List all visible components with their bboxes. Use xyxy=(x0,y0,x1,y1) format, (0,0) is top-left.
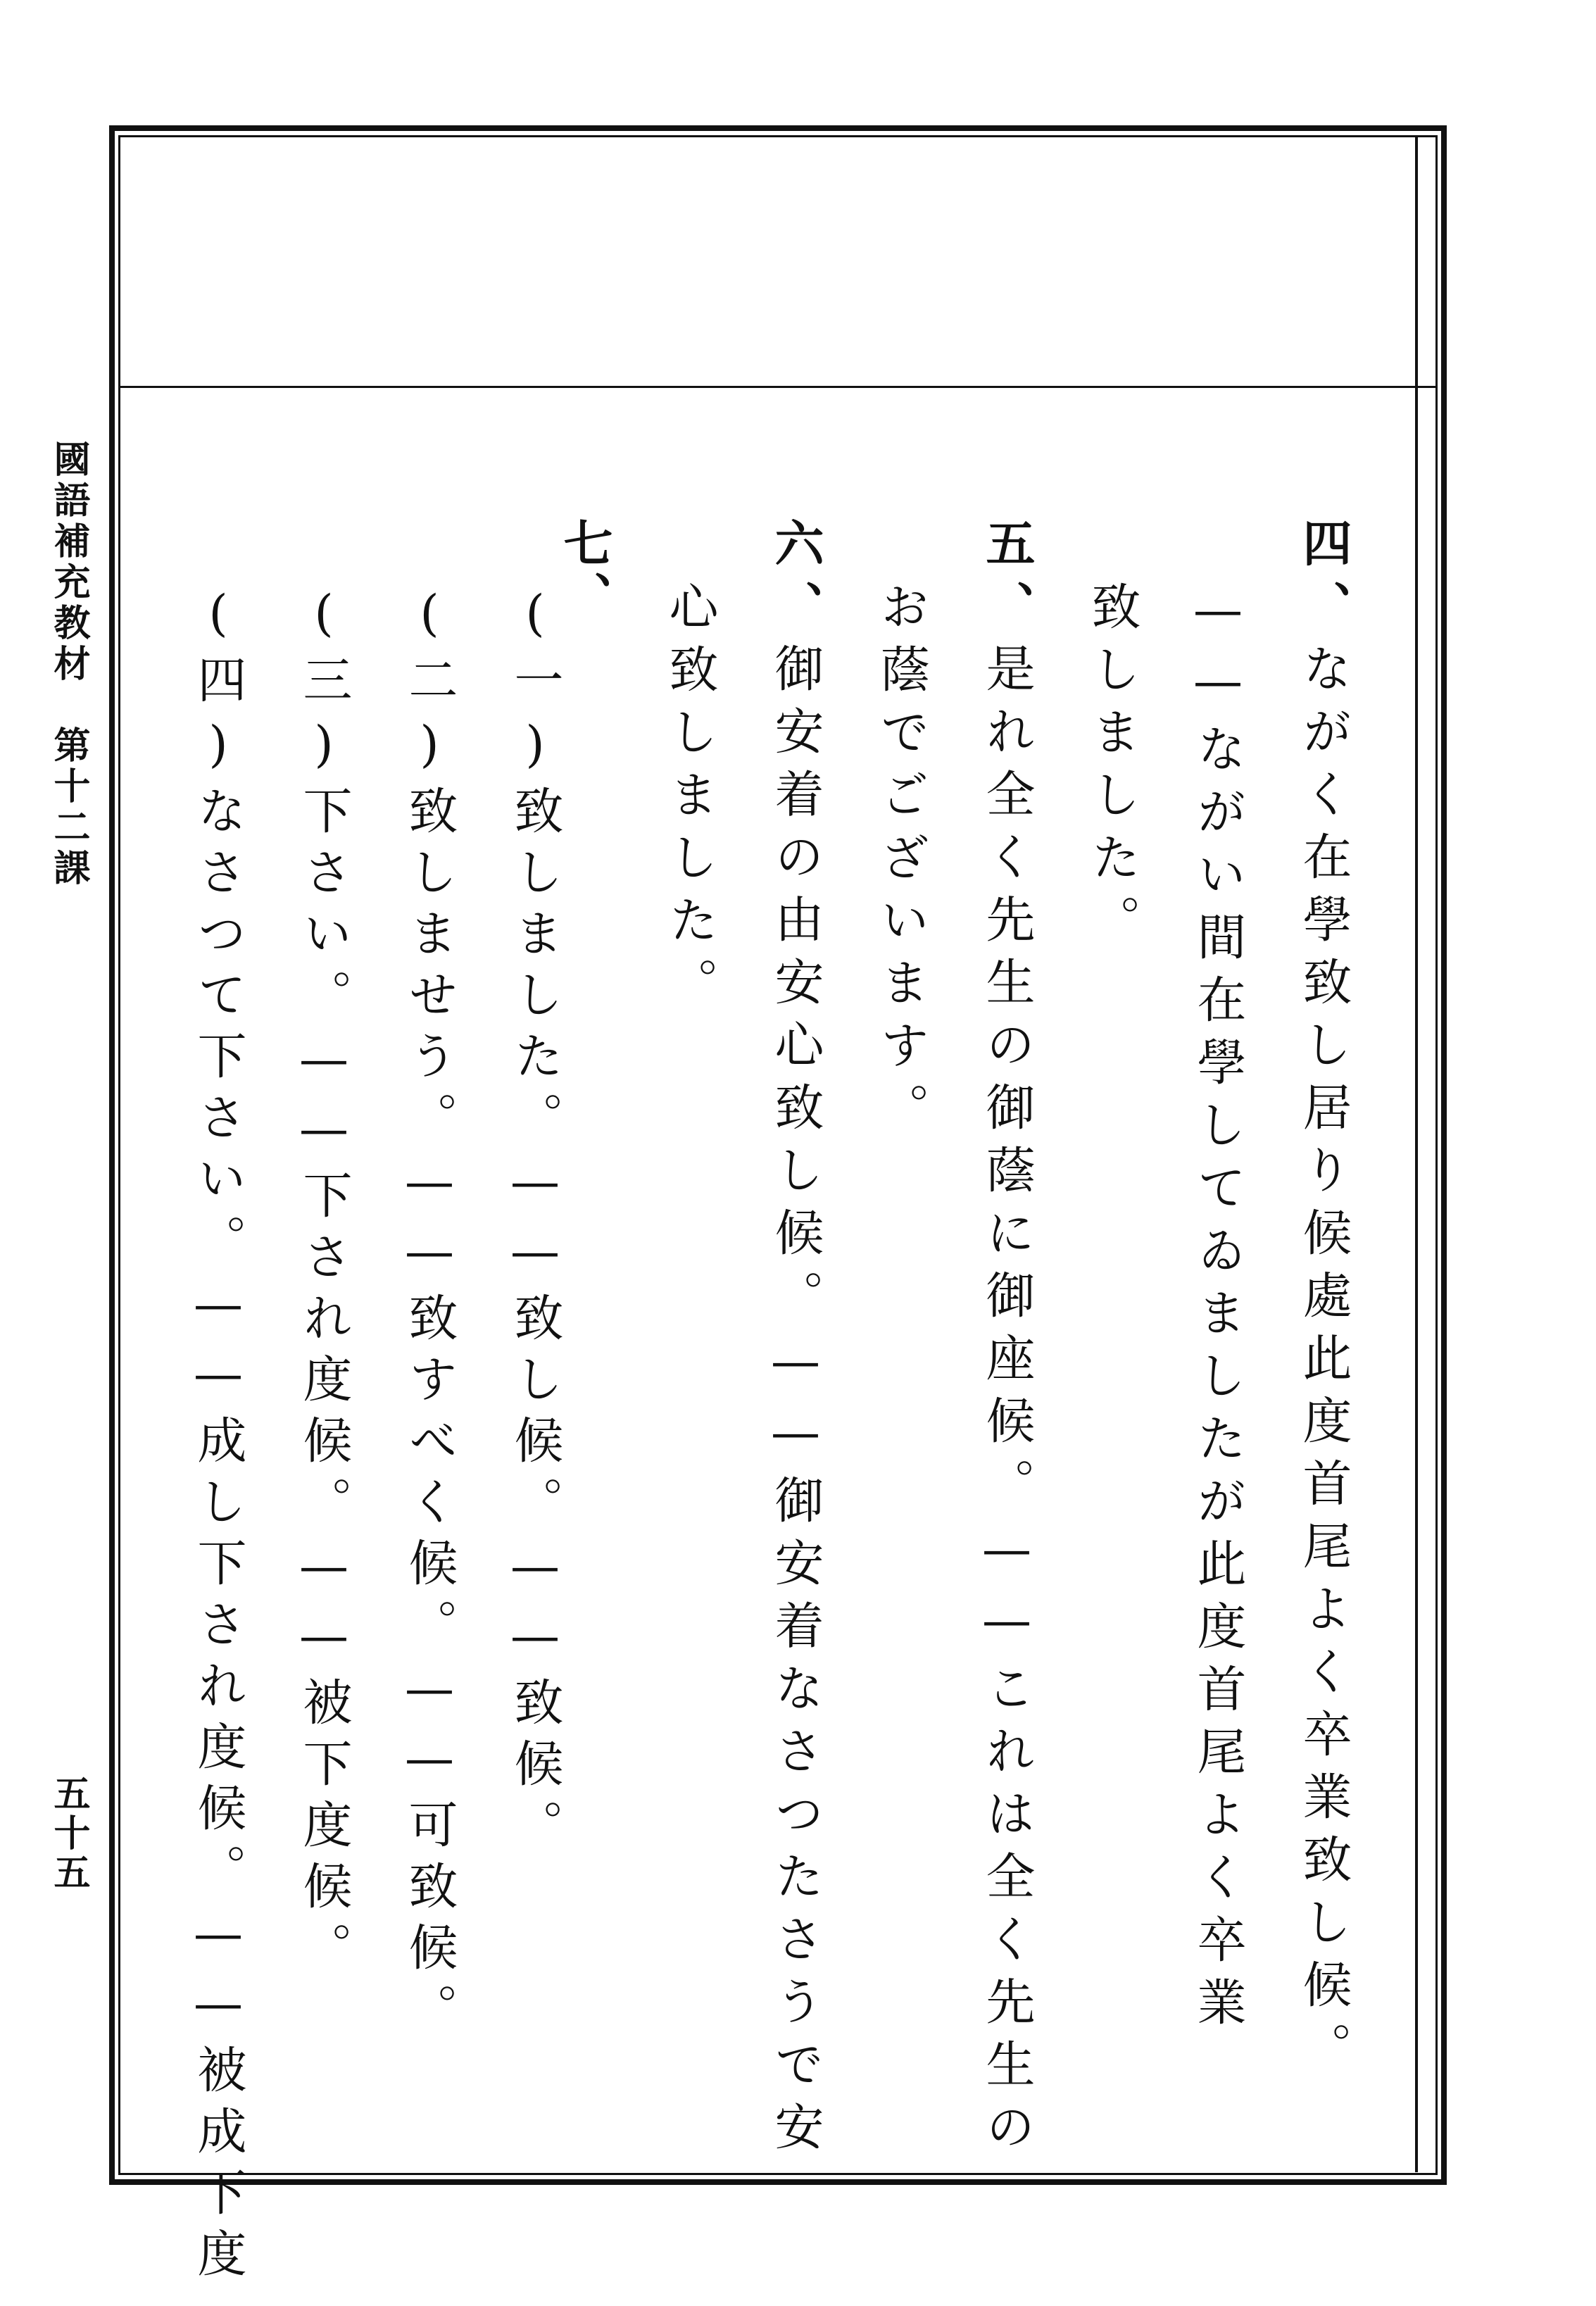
section-5-number: 五、 xyxy=(978,518,1036,643)
section-4-line-1 xyxy=(1295,518,1353,2084)
section-7-text-3: (三)下さい。——下され度候。——被下度候。 xyxy=(295,584,353,1983)
section-7-line-1 xyxy=(506,584,564,1860)
section-4-number: 四、 xyxy=(1295,518,1353,643)
section-6-number: 六、 xyxy=(767,518,825,643)
section-6-line-1 xyxy=(767,518,825,2164)
section-7-line-2 xyxy=(401,584,458,2044)
section-4-line-3 xyxy=(1083,581,1141,957)
section-7-number: 七、 xyxy=(555,518,614,625)
header-rule xyxy=(120,386,1435,388)
section-7-line-4 xyxy=(189,584,247,2289)
section-5-text-2: お蔭でございます。 xyxy=(872,581,930,1145)
section-5-line-1 xyxy=(978,518,1036,2164)
section-6-line-2 xyxy=(661,581,719,1020)
side-rule xyxy=(1415,137,1418,2172)
page-number: 五十五 xyxy=(47,1774,90,1893)
section-5-text-1: 是れ全く先生の御蔭に御座候。——これは全く先生の xyxy=(978,643,1036,2164)
section-7-text-4: (四)なさつて下さい。——成し下され度候。——被成下度 xyxy=(189,584,247,2289)
section-4-text-2: ——ながい間在學してゐましたが此度首尾よく卒業 xyxy=(1189,581,1247,2039)
section-4-line-2 xyxy=(1189,581,1247,2039)
section-5-line-2 xyxy=(872,581,930,1145)
section-7-text-2: (二)致しませう。——致すべく候。——可致候。 xyxy=(401,584,458,2044)
section-6-text-1: 御安着の由安心致し候。——御安着なさつたさうで安 xyxy=(767,643,824,2164)
section-7-number-col xyxy=(555,518,614,625)
section-4-text-3: 致しました。 xyxy=(1083,581,1141,957)
running-head: 國語補充教材 第十二課 xyxy=(47,440,90,889)
section-7-line-3 xyxy=(295,584,353,1983)
section-7-text-1: (一)致しました。——致し候。——致候。 xyxy=(506,584,564,1860)
section-4-text-1: ながく在學致し居り候處此度首尾よく卒業致し候。 xyxy=(1295,643,1352,2084)
section-6-text-2: 心致しました。 xyxy=(661,581,719,1020)
